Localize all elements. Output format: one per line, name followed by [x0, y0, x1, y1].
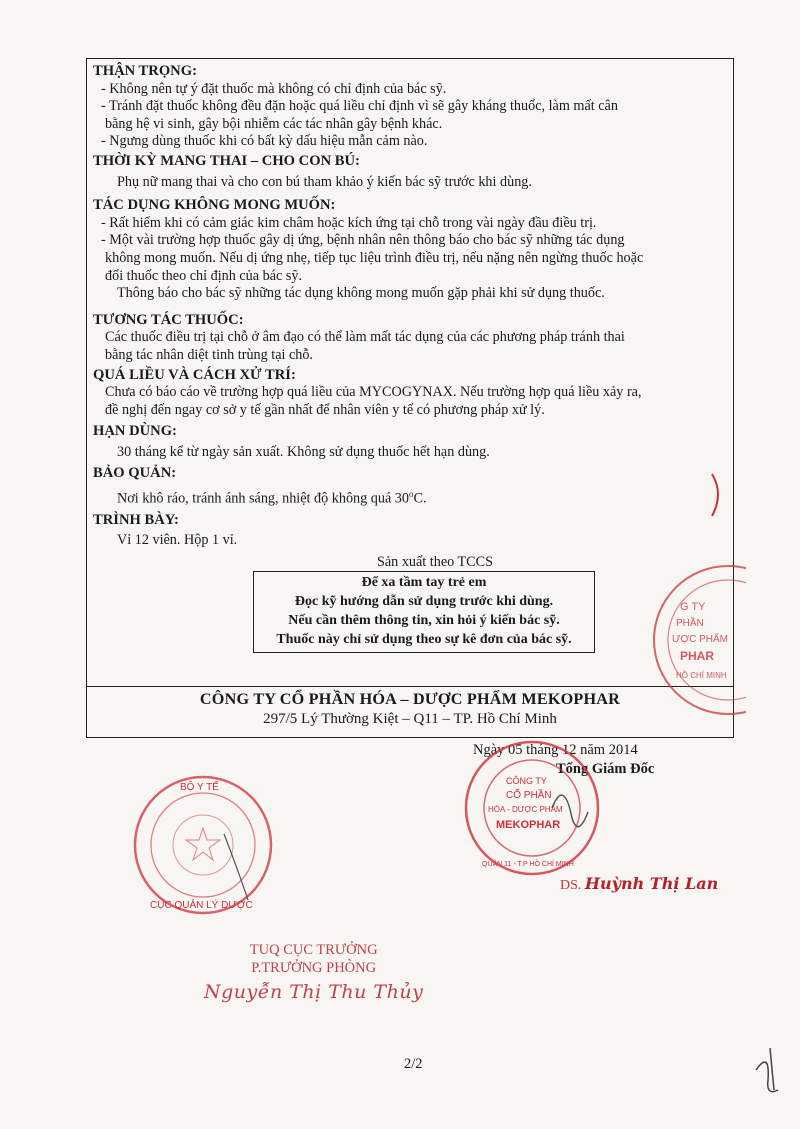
- warning-line: Đọc kỹ hướng dẫn sử dụng trước khi dùng.: [294, 594, 554, 610]
- red-mark: [708, 470, 728, 520]
- text-line: không mong muốn. Nếu dị ứng nhẹ, tiếp tục liệu trình điều trị, nếu nặng nên ngừng thuốc hoặc: [105, 249, 644, 266]
- partial-stamp-text: ƯỢC PHẨM: [672, 634, 729, 645]
- ministry-stamp: [128, 770, 278, 920]
- partial-stamp-text: HỒ CHÍ MINH: [676, 671, 727, 680]
- section-title-interactions: TƯƠNG TÁC THUỐC:: [93, 311, 244, 328]
- text-line: đổi thuốc theo chỉ định của bác sỹ.: [105, 267, 302, 284]
- section-title-side-effects: TÁC DỤNG KHÔNG MONG MUỐN:: [93, 197, 336, 214]
- section-title-precautions: THẬN TRỌNG:: [93, 63, 197, 79]
- degree-sup: o: [409, 489, 414, 500]
- ds-prefix: DS.: [560, 878, 582, 893]
- storage-unit: C.: [413, 490, 427, 507]
- warning-line: Nếu cần thêm thông tin, xin hỏi ý kiến bác sỹ.: [288, 613, 560, 629]
- ministry-stamp-text: CỤC QUẢN LÝ DƯỢC: [150, 900, 253, 911]
- text-line: bằng hệ vi sinh, gây bội nhiễm các tác nhân gây bệnh khác.: [105, 115, 443, 132]
- text-line: Thông báo cho bác sỹ những tác dụng không mong muốn gặp phải khi sử dụng thuốc.: [117, 285, 605, 302]
- director-title: Tổng Giám Đốc: [556, 761, 655, 777]
- storage-line: [93, 486, 727, 508]
- company-stamp: [452, 738, 612, 878]
- section-title-pregnancy: THỜI KỲ MANG THAI – CHO CON BÚ:: [93, 152, 360, 169]
- partial-stamp-text: PHAR: [680, 649, 715, 663]
- text-line: Chưa có báo cáo về trường hợp quá liều của MYCOGYNAX. Nếu trường hợp quá liều xảy ra,: [105, 384, 642, 401]
- company-name: CÔNG TY CỔ PHẦN HÓA – DƯỢC PHẨM MEKOPHAR: [199, 690, 621, 708]
- text-line: Phụ nữ mang thai và cho con bú tham khảo ý kiến bác sỹ trước khi dùng.: [117, 173, 532, 190]
- section-title-storage: BẢO QUẢN:: [93, 465, 177, 482]
- margin-initial-mark: [750, 1040, 790, 1100]
- text-line: - Không nên tự ý đặt thuốc mà không có chỉ định của bác sỹ.: [101, 80, 447, 97]
- ds-name: Huỳnh Thị Lan: [584, 874, 719, 893]
- ministry-stamp-text: BỘ Y TẾ: [180, 782, 219, 793]
- company-stamp-text: CỔ PHẦN: [506, 790, 552, 801]
- storage-text: Nơi khô ráo, tránh ánh sáng, nhiệt độ không quá 30: [117, 490, 409, 507]
- company-stamp-text: QUẬN 11 - T.P HỒ CHÍ MINH: [482, 861, 574, 868]
- section-title-expiry: HẠN DÙNG:: [93, 423, 177, 440]
- text-line: bằng tác nhân diệt tinh trùng tại chỗ.: [105, 346, 314, 363]
- text-line: - Tránh đặt thuốc không đều đặn hoặc quá liều chỉ định vì sẽ gây kháng thuốc, làm mất cân: [101, 98, 618, 115]
- ds-signature-line: [560, 874, 718, 894]
- warning-line: Thuốc này chỉ sử dụng theo sự kê đơn của bác sỹ.: [276, 632, 572, 648]
- text-line: - Rất hiếm khi có cảm giác kim châm hoặc kích ứng tại chỗ trong vài ngày đầu điều trị.: [101, 214, 597, 231]
- company-stamp-text: MEKOPHAR: [496, 819, 561, 831]
- text-line: - Một vài trường hợp thuốc gây dị ứng, bệnh nhân nên thông báo cho bác sỹ những tác dụng: [101, 232, 625, 249]
- company-stamp-text: HÓA - DƯỢC PHẨM: [488, 805, 563, 814]
- text-line: 30 tháng kể từ ngày sản xuất. Không sử dụng thuốc hết hạn dùng.: [117, 443, 490, 460]
- approval-block: [204, 941, 423, 1001]
- section-title-presentation: TRÌNH BÀY:: [93, 512, 179, 529]
- text-line: Vỉ 12 viên. Hộp 1 vỉ.: [117, 531, 238, 548]
- text-line: đề nghị đến ngay cơ sở y tế gần nhất để nhân viên y tế có phương pháp xử lý.: [105, 401, 545, 418]
- approval-line1: TUQ CỤC TRƯỞNG: [249, 942, 378, 958]
- company-address: 297/5 Lý Thường Kiệt – Q11 – TP. Hồ Chí Minh: [263, 710, 557, 727]
- approval-line2: P.TRƯỞNG PHÒNG: [251, 960, 377, 976]
- tccs-line: Sản xuất theo TCCS: [376, 553, 493, 570]
- section-title-overdose: QUÁ LIỀU VÀ CÁCH XỬ TRÍ:: [93, 366, 296, 383]
- warning-line: Để xa tầm tay trẻ em: [361, 575, 487, 591]
- partial-stamp-text: PHẦN: [676, 618, 704, 629]
- partial-stamp-text: G TY: [680, 601, 706, 613]
- partial-company-stamp: [636, 560, 746, 720]
- text-line: - Ngưng dùng thuốc khi có bất kỳ dấu hiệu mẫn cảm nào.: [101, 133, 428, 150]
- warning-box: [253, 571, 595, 653]
- approval-signer: Nguyễn Thị Thu Thủy: [204, 981, 424, 1003]
- page-number: 2/2: [404, 1056, 423, 1072]
- text-line: Các thuốc điều trị tại chỗ ở âm đạo có thể làm mất tác dụng của các phương pháp tránh thai: [105, 329, 625, 346]
- company-stamp-text: CÔNG TY: [506, 776, 547, 786]
- sign-date: Ngày 05 tháng 12 năm 2014: [473, 742, 638, 758]
